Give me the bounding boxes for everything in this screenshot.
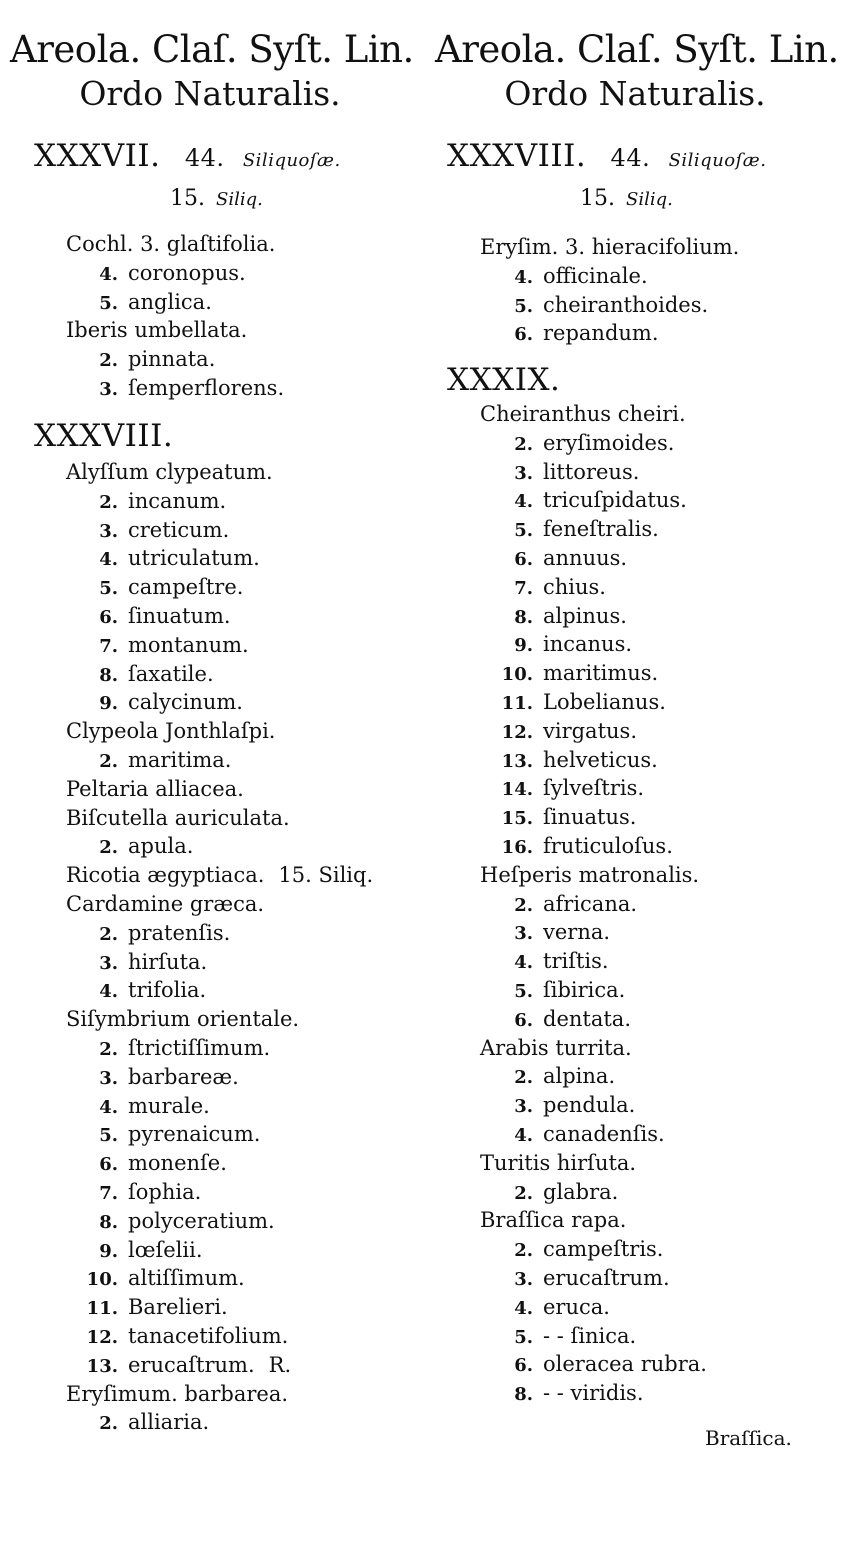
list-item bbox=[501, 602, 627, 631]
entry-number: 12. bbox=[501, 721, 533, 743]
section-heading bbox=[447, 138, 766, 174]
column-header-title: Areola. Claſ. Syſt. Lin. bbox=[10, 28, 414, 71]
entry-number: 3. bbox=[99, 952, 118, 974]
entry-number: 4. bbox=[99, 1096, 118, 1118]
list-item bbox=[86, 688, 243, 717]
entry-number: 11. bbox=[501, 693, 533, 714]
list-item bbox=[501, 291, 708, 320]
list-item bbox=[501, 1293, 610, 1322]
entry-name: campeſtris. bbox=[543, 1237, 664, 1262]
entry-note: R. bbox=[268, 1352, 292, 1377]
entry-number: 3. bbox=[99, 520, 118, 542]
entry-name: incanus. bbox=[543, 632, 633, 657]
subclass-number: 15. bbox=[580, 186, 615, 211]
entry-number: 15. bbox=[501, 808, 533, 830]
section-roman: XXXIX. bbox=[447, 362, 561, 398]
list-item bbox=[86, 832, 193, 861]
list-item bbox=[501, 1120, 665, 1149]
entry-name: Barelieri. bbox=[128, 1295, 228, 1320]
entry-name: tanacetifolium. bbox=[128, 1324, 289, 1348]
list-item bbox=[501, 1091, 635, 1120]
entry-name: repandum. bbox=[543, 321, 659, 346]
list-item bbox=[86, 631, 249, 660]
right-column bbox=[425, 0, 845, 1560]
entry-name: eryſimoides. bbox=[543, 430, 675, 455]
section-class-number: 44. bbox=[610, 144, 651, 172]
list-item bbox=[501, 717, 637, 746]
entry-number: 6. bbox=[514, 549, 533, 570]
entry-number: 3. bbox=[514, 923, 533, 945]
entry-name: maritima. bbox=[128, 748, 232, 772]
entry-name: virgatus. bbox=[543, 718, 637, 743]
entry-number: 5. bbox=[514, 295, 533, 317]
entry-number: 8. bbox=[514, 606, 533, 628]
entry-name: Iberis umbellata. bbox=[66, 318, 248, 343]
section-roman: XXXVIII. bbox=[34, 418, 174, 454]
list-item bbox=[480, 400, 686, 429]
entry-name: alpinus. bbox=[543, 603, 627, 628]
entry-number: 4. bbox=[99, 981, 118, 1003]
entry-name: barbareæ. bbox=[128, 1064, 239, 1089]
list-item bbox=[501, 832, 673, 861]
subclass-number: 15. bbox=[170, 186, 205, 211]
entry-name: hirſuta. bbox=[128, 949, 208, 974]
entry-name: oleracea rubra. bbox=[543, 1352, 707, 1377]
entry-name: helveticus. bbox=[543, 747, 658, 772]
entry-number: 6. bbox=[514, 324, 533, 346]
list-item bbox=[86, 1207, 275, 1236]
entry-number: 7. bbox=[99, 1183, 118, 1204]
section-subclass bbox=[580, 186, 673, 211]
list-item bbox=[501, 1379, 644, 1408]
entry-number: 6. bbox=[514, 1355, 533, 1377]
entry-number: 3. bbox=[514, 462, 533, 484]
list-item bbox=[501, 515, 659, 544]
entry-number: 2. bbox=[514, 433, 533, 455]
entry-name: ſophia. bbox=[128, 1180, 202, 1204]
entry-number: 4. bbox=[514, 491, 533, 513]
list-item bbox=[501, 458, 639, 487]
entry-name: Braſſica rapa. bbox=[480, 1208, 627, 1233]
entry-name: ſemperflorens. bbox=[128, 376, 285, 400]
entry-number: 10. bbox=[86, 1269, 118, 1291]
entry-number: 7. bbox=[99, 635, 118, 657]
section-class-number: 44. bbox=[184, 144, 225, 172]
catchword: Braſſica. bbox=[705, 1426, 792, 1450]
list-item bbox=[86, 1178, 201, 1207]
entry-name: - - viridis. bbox=[543, 1381, 644, 1406]
entry-name: ſibirica. bbox=[543, 978, 626, 1002]
column-header-title: Areola. Claſ. Syſt. Lin. bbox=[435, 28, 839, 71]
entry-name: Eryſim. 3. hieracifolium. bbox=[480, 235, 740, 259]
list-item bbox=[86, 1351, 291, 1380]
section-heading bbox=[34, 138, 341, 174]
entry-number: 3. bbox=[514, 1269, 533, 1290]
list-item bbox=[480, 1149, 636, 1178]
entry-name: ſinuatum. bbox=[128, 604, 231, 628]
entry-name: Peltaria alliacea. bbox=[66, 776, 244, 801]
entry-number: 2. bbox=[99, 923, 118, 945]
entry-number: 2. bbox=[514, 1240, 533, 1262]
entry-number: 9. bbox=[514, 635, 533, 657]
entry-number: 6. bbox=[99, 1154, 118, 1176]
section-roman: XXXVII. bbox=[34, 138, 161, 174]
entry-name: - - ſinica. bbox=[543, 1323, 637, 1348]
entry-name: Heſperis matronalis. bbox=[480, 862, 700, 887]
left-column bbox=[0, 0, 420, 1560]
list-item bbox=[86, 516, 229, 545]
entry-number: 3. bbox=[514, 1096, 533, 1118]
entry-name: pratenſis. bbox=[128, 920, 231, 945]
entry-name: ſaxatile. bbox=[128, 661, 214, 686]
entry-number: 8. bbox=[514, 1384, 533, 1406]
entry-number: 9. bbox=[99, 693, 118, 715]
entry-name: Cardamine græca. bbox=[66, 892, 265, 916]
list-item bbox=[501, 803, 636, 832]
entry-name: montanum. bbox=[128, 632, 249, 657]
list-item bbox=[86, 259, 246, 288]
entry-name: erucaſtrum. bbox=[543, 1266, 670, 1290]
list-item bbox=[501, 1350, 707, 1379]
list-item bbox=[501, 573, 606, 602]
list-item bbox=[501, 918, 610, 947]
entry-number: 4. bbox=[99, 263, 118, 285]
list-item bbox=[501, 262, 648, 291]
entry-name: apula. bbox=[128, 834, 194, 859]
list-item bbox=[66, 804, 290, 833]
entry-number: 14. bbox=[501, 779, 533, 801]
list-item bbox=[501, 1235, 663, 1264]
list-item bbox=[86, 660, 214, 689]
list-item bbox=[86, 1034, 270, 1063]
entry-number: 8. bbox=[99, 1211, 118, 1233]
entry-name: Clypeola Jonthlaſpi. bbox=[66, 719, 276, 744]
list-item bbox=[86, 1236, 203, 1265]
subclass-name: Siliq. bbox=[216, 189, 263, 210]
list-item bbox=[501, 1005, 631, 1034]
entry-number: 2. bbox=[514, 1182, 533, 1204]
list-item bbox=[86, 1293, 228, 1322]
list-item bbox=[86, 544, 260, 573]
entry-name: verna. bbox=[543, 920, 611, 945]
entry-number: 2. bbox=[99, 1413, 118, 1435]
entry-number: 13. bbox=[501, 750, 533, 772]
entry-number: 4. bbox=[99, 549, 118, 571]
entry-number: 5. bbox=[514, 981, 533, 1002]
entry-number: 3. bbox=[99, 379, 118, 400]
list-item bbox=[66, 458, 273, 487]
list-item bbox=[86, 1322, 288, 1351]
entry-number: 5. bbox=[99, 578, 118, 600]
list-item bbox=[501, 976, 625, 1005]
list-item bbox=[501, 1062, 615, 1091]
list-item bbox=[66, 717, 275, 746]
list-item bbox=[86, 602, 231, 631]
entry-name: altiſſimum. bbox=[128, 1266, 245, 1291]
entry-number: 2. bbox=[99, 837, 118, 859]
list-item bbox=[86, 487, 226, 516]
entry-number: 16. bbox=[501, 837, 533, 858]
entry-number: 9. bbox=[99, 1240, 118, 1262]
list-item bbox=[501, 1178, 618, 1207]
entry-number: 8. bbox=[99, 664, 118, 686]
entry-name: cheiranthoides. bbox=[543, 292, 709, 317]
list-item bbox=[501, 890, 637, 919]
list-item bbox=[501, 1322, 636, 1351]
entry-name: lœſelii. bbox=[128, 1237, 203, 1262]
entry-number: 2. bbox=[99, 350, 118, 372]
entry-name: Cheiranthus cheiri. bbox=[480, 402, 686, 426]
list-item bbox=[501, 746, 658, 775]
entry-number: 4. bbox=[514, 952, 533, 974]
list-item bbox=[480, 1034, 632, 1063]
entry-name: glabra. bbox=[543, 1179, 619, 1204]
section-roman: XXXVIII. bbox=[447, 138, 587, 174]
entry-name: murale. bbox=[128, 1093, 210, 1118]
entry-name: creticum. bbox=[128, 517, 230, 542]
list-item bbox=[66, 230, 275, 259]
entry-name: ſtrictiſſimum. bbox=[128, 1036, 271, 1060]
entry-name: canadenſis. bbox=[543, 1122, 665, 1146]
entry-number: 7. bbox=[514, 577, 533, 599]
list-item bbox=[86, 288, 212, 317]
entry-name: tricuſpidatus. bbox=[543, 488, 687, 513]
entry-name: officinale. bbox=[543, 263, 648, 288]
list-item bbox=[501, 486, 687, 515]
section-heading bbox=[34, 418, 173, 454]
entry-number: 5. bbox=[99, 1125, 118, 1147]
entry-name: alliaria. bbox=[128, 1410, 210, 1435]
list-item bbox=[501, 659, 658, 688]
entry-note: 15. Siliq. bbox=[278, 863, 374, 888]
list-item bbox=[501, 774, 644, 803]
entry-name: pyrenaicum. bbox=[128, 1122, 261, 1147]
entry-name: Arabis turrita. bbox=[480, 1035, 632, 1060]
entry-number: 3. bbox=[99, 1067, 118, 1089]
column-header-subtitle: Ordo Naturalis. bbox=[504, 74, 766, 113]
list-item bbox=[480, 861, 699, 890]
entry-name: Turitis hirſuta. bbox=[480, 1150, 637, 1175]
entry-name: Ricotia ægyptiaca. bbox=[66, 863, 265, 888]
entry-name: littoreus. bbox=[543, 459, 640, 484]
entry-name: pendula. bbox=[543, 1093, 636, 1118]
entry-name: utriculatum. bbox=[128, 546, 260, 571]
list-item bbox=[86, 374, 284, 403]
list-item bbox=[86, 1408, 209, 1437]
entry-name: incanum. bbox=[128, 488, 227, 513]
entry-name: chius. bbox=[543, 574, 606, 599]
entry-number: 2. bbox=[514, 894, 533, 916]
section-heading bbox=[447, 362, 560, 398]
list-item bbox=[501, 429, 674, 458]
list-item bbox=[501, 630, 632, 659]
list-item bbox=[66, 890, 264, 919]
entry-number: 13. bbox=[86, 1355, 118, 1377]
entry-name: feneſtralis. bbox=[543, 517, 659, 542]
entry-name: triſtis. bbox=[543, 949, 609, 974]
entry-name: Siſymbrium orientale. bbox=[66, 1007, 300, 1032]
list-item bbox=[86, 573, 243, 602]
list-item bbox=[501, 1264, 670, 1293]
list-item bbox=[86, 919, 230, 948]
entry-number: 6. bbox=[99, 607, 118, 628]
entry-name: Lobelianus. bbox=[543, 690, 666, 714]
entry-name: pinnata. bbox=[128, 347, 216, 372]
entry-name: anglica. bbox=[128, 289, 212, 314]
entry-number: 6. bbox=[514, 1009, 533, 1031]
entry-number: 2. bbox=[99, 1039, 118, 1060]
entry-number: 12. bbox=[86, 1327, 118, 1348]
list-item bbox=[501, 947, 609, 976]
entry-number: 4. bbox=[514, 1297, 533, 1319]
list-item bbox=[66, 316, 247, 345]
subclass-name: Siliq. bbox=[626, 189, 673, 210]
entry-name: coronopus. bbox=[128, 260, 246, 285]
list-item bbox=[66, 861, 373, 890]
list-item bbox=[480, 1206, 626, 1235]
list-item bbox=[86, 1092, 210, 1121]
entry-name: maritimus. bbox=[543, 661, 659, 686]
entry-number: 10. bbox=[501, 664, 533, 686]
entry-number: 4. bbox=[514, 266, 533, 288]
entry-name: fruticuloſus. bbox=[543, 834, 673, 858]
entry-number: 11. bbox=[86, 1298, 118, 1320]
entry-name: africana. bbox=[543, 891, 638, 916]
entry-number: 2. bbox=[514, 1067, 533, 1089]
entry-name: ſinuatus. bbox=[543, 805, 637, 830]
entry-number: 5. bbox=[514, 1326, 533, 1348]
entry-name: ſylveſtris. bbox=[543, 776, 645, 801]
list-item bbox=[86, 948, 207, 977]
entry-name: Cochl. 3. glaſtifolia. bbox=[66, 232, 276, 256]
list-item bbox=[86, 976, 206, 1005]
entry-number: 2. bbox=[99, 751, 118, 772]
entry-name: dentata. bbox=[543, 1006, 631, 1031]
entry-number: 5. bbox=[514, 520, 533, 542]
list-item bbox=[501, 319, 659, 348]
entry-name: trifolia. bbox=[128, 978, 207, 1003]
list-item bbox=[501, 544, 627, 573]
entry-name: annuus. bbox=[543, 546, 628, 570]
entry-name: erucaſtrum. bbox=[128, 1352, 255, 1377]
list-item bbox=[480, 233, 739, 262]
list-item bbox=[66, 1380, 288, 1409]
list-item bbox=[86, 746, 231, 775]
entry-number: 4. bbox=[514, 1125, 533, 1146]
entry-name: eruca. bbox=[543, 1294, 610, 1319]
list-item bbox=[66, 1005, 299, 1034]
list-item bbox=[86, 345, 215, 374]
entry-name: monenſe. bbox=[128, 1151, 227, 1176]
list-item bbox=[501, 688, 666, 717]
list-item bbox=[66, 775, 244, 804]
entry-number: 5. bbox=[99, 292, 118, 314]
entry-name: Alyſſum clypeatum. bbox=[66, 460, 273, 484]
list-item bbox=[86, 1120, 260, 1149]
section-class-name: Siliquoſæ. bbox=[242, 150, 341, 171]
entry-name: polyceratium. bbox=[128, 1208, 275, 1233]
section-subclass bbox=[170, 186, 263, 211]
entry-name: calycinum. bbox=[128, 690, 243, 715]
entry-name: Eryſimum. barbarea. bbox=[66, 1381, 289, 1406]
list-item bbox=[86, 1149, 227, 1178]
list-item bbox=[86, 1063, 239, 1092]
list-item bbox=[86, 1264, 245, 1293]
section-class-name: Siliquoſæ. bbox=[668, 150, 767, 171]
entry-number: 2. bbox=[99, 491, 118, 513]
entry-name: campeſtre. bbox=[128, 575, 244, 600]
entry-name: alpina. bbox=[543, 1064, 616, 1089]
entry-name: Biſcutella auriculata. bbox=[66, 805, 290, 830]
column-header-subtitle: Ordo Naturalis. bbox=[79, 74, 341, 113]
